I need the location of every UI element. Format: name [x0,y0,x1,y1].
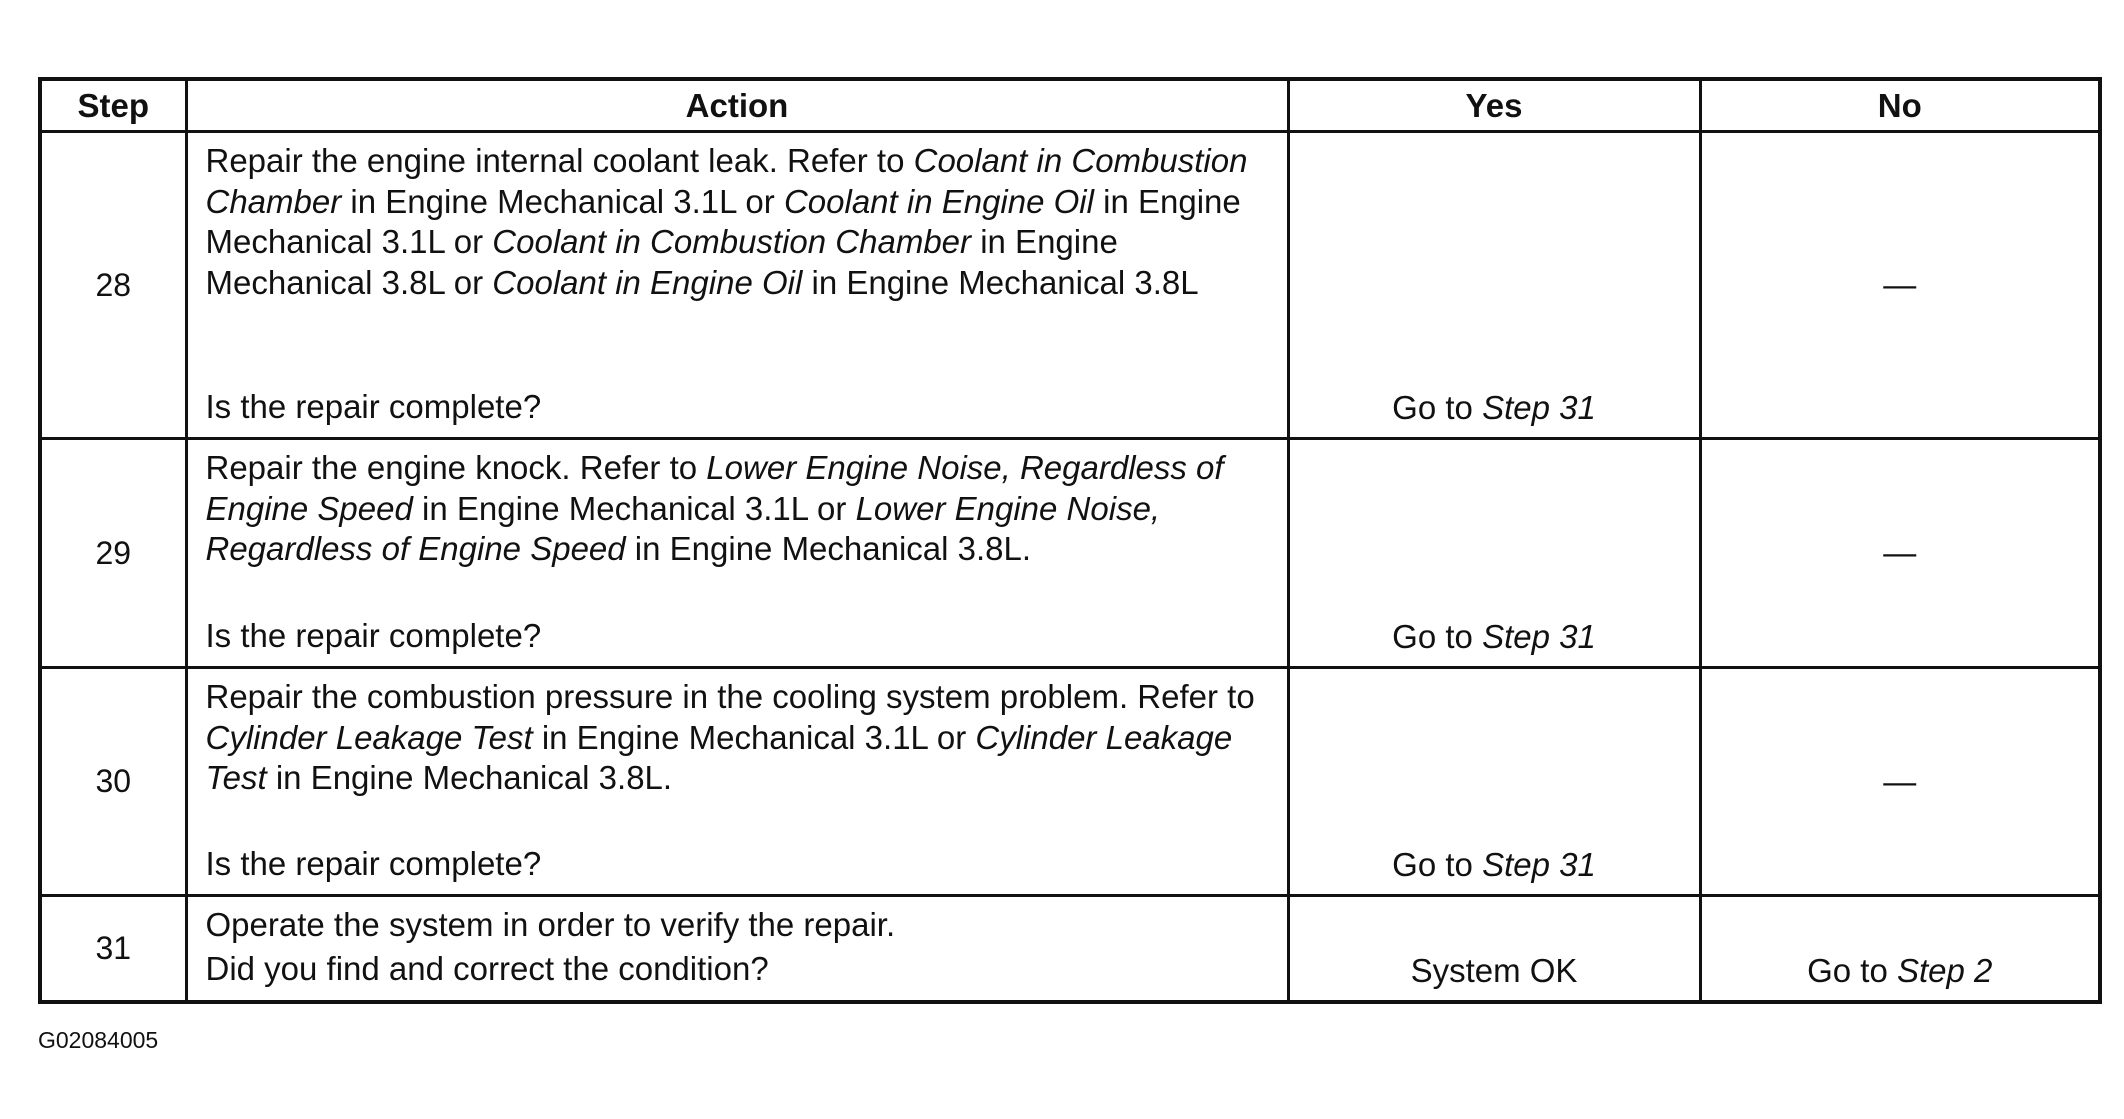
yes-cell [1288,896,1700,1002]
action-text: in Engine Mechanical 3.8L [802,263,1199,301]
header-yes: Yes [1288,79,1700,132]
reference-title: Lower Engine Noise, Regardless of Engine Speed [205,489,1161,567]
action-question: Is the repair complete? [205,616,542,654]
reference-title: Coolant in Engine Oil [492,263,803,301]
action-cell [186,439,1288,668]
reference-title: Coolant in Combustion Chamber [492,223,972,260]
no-dash: — [1883,534,1917,571]
yes-cell [1288,132,1700,439]
action-description [206,677,1269,799]
yes-step-ref: Step 31 [1482,846,1596,883]
action-text: in Engine Mechanical 3.8L. [266,759,673,796]
table-row [40,132,2100,439]
action-description [206,905,1269,946]
action-cell [186,668,1288,896]
no-prefix: Go to [1807,951,1897,989]
yes-step-ref: Step 31 [1482,389,1596,426]
action-question: Did you find and correct the condition? [205,950,769,987]
action-text: in Engine Mechanical 3.1L or [341,182,784,220]
table-body [40,132,2100,1002]
header-action: Action [186,79,1288,132]
no-cell [1700,132,2100,439]
step-number: 28 [40,132,186,439]
action-text: Operate the system in order to verify the repair. [205,906,896,943]
yes-prefix: Go to [1392,389,1483,426]
action-text: in Engine Mechanical 3.8L or [205,223,1118,301]
reference-title: Lower Engine Noise, Regardless of Engine Speed [205,449,1224,527]
step-number: 31 [40,896,186,1002]
action-text: in Engine Mechanical 3.8L. [625,530,1032,567]
action-description [206,448,1269,570]
header-row [40,79,2100,132]
table-row [40,668,2100,896]
action-text: in Engine Mechanical 3.1L or [412,489,856,527]
diagnostic-table [38,77,2102,1004]
yes-prefix: Go to [1392,618,1483,655]
action-text: Repair the engine knock. Refer to [205,449,707,486]
action-cell [186,896,1288,1002]
action-question: Is the repair complete? [205,387,542,425]
action-cell [186,132,1288,439]
action-question: Is the repair complete? [205,844,542,882]
table-row [40,896,2100,1002]
yes-cell [1288,668,1700,896]
yes-step-ref: Step 31 [1482,618,1596,655]
header-no: No [1700,79,2100,132]
header-step: Step [40,79,186,132]
action-text: Repair the combustion pressure in the cooling system problem. Refer to [205,678,1255,715]
step-number: 30 [40,668,186,896]
no-step-ref: Step 2 [1896,951,1993,989]
yes-cell [1288,439,1700,668]
figure-id: G02084005 [38,1027,159,1053]
no-dash: — [1883,266,1917,303]
no-cell [1700,896,2100,1002]
yes-prefix: Go to [1392,846,1483,883]
reference-title: Coolant in Combustion Chamber [205,142,1248,220]
no-cell [1700,439,2100,668]
action-text: in Engine Mechanical 3.1L or [532,718,976,756]
yes-result: System OK [1410,951,1578,989]
action-text: Repair the engine internal coolant leak. Refer to [205,142,914,179]
action-text: in Engine Mechanical 3.1L or [205,182,1241,260]
step-number: 29 [40,439,186,668]
table-row [40,439,2100,668]
reference-title: Cylinder Leakage Test [205,718,533,756]
reference-title: Coolant in Engine Oil [783,182,1094,220]
no-dash: — [1883,762,1917,800]
reference-title: Cylinder Leakage Test [205,718,1233,796]
no-cell [1700,668,2100,896]
action-description [206,141,1269,303]
